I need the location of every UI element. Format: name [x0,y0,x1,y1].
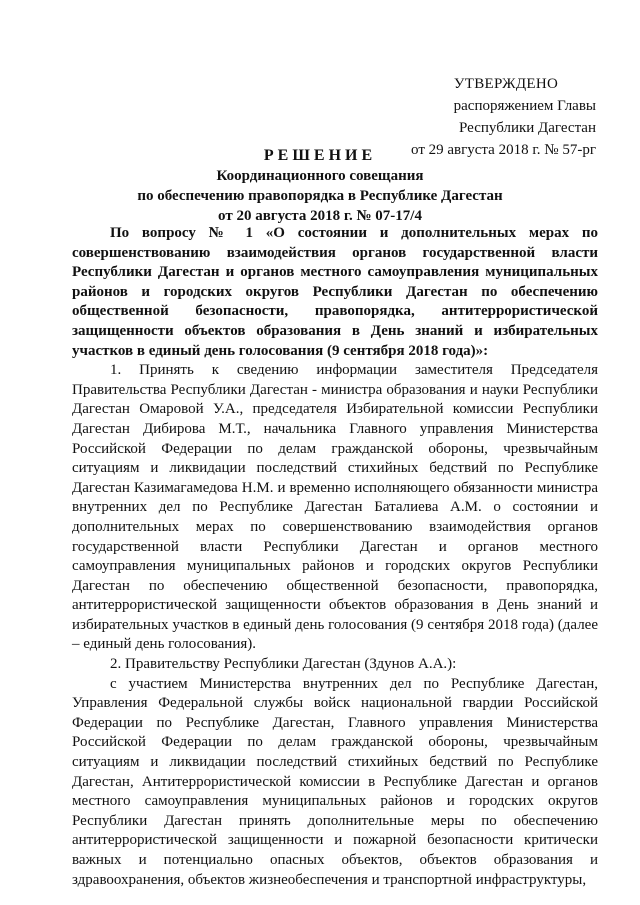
approval-line-3: от 29 августа 2018 г. № 57-рг [411,142,596,158]
heading-line-2: по обеспечению правопорядка в Республике Дагестан [137,188,503,204]
item-1-paragraph: 1. Принять к сведению информации заместителя Председателя Правительства Республики Дагестан - министра образования и науки Республики Дагестан Омаровой У.А., председателя Избирательной комиссии Республики Дагестан Дибирова М.Т., начальника Главного управления Министерства Российской Федерации по делам гражданской обороны, чрезвычайным ситуациям и ликвидации последствий стихийных бедствий по Республике Дагестан Казимагамедова Н.М. и временно исполняющего обязанности министра внутренних дел по Республике Дагестан Баталиева А.М. о состоянии и дополнительных мерах по совершенствованию взаимодействия органов государственной власти Республики Дагестан и органов местного самоуправления муниципальных районов и городских округов Республики Дагестан по обеспечению общественной безопасности, правопорядка, антитеррористической защищенности объектов образования в День знаний и избирательных участков в единый день голосования (9 сентября 2018 года) (далее – единый день голосования). [72,362,598,653]
document-body [72,224,598,890]
item-2-heading: 2. Правительству Республики Дагестан (Здунов А.А.): [110,656,457,673]
approval-line-1: распоряжением Главы [453,98,596,114]
heading-line-3: от 20 августа 2018 г. № 07-17/4 [218,208,422,224]
approval-title: УТВЕРЖДЕНО [453,76,559,92]
decision-heading [0,146,640,226]
question-intro: По вопросу № 1 «О состоянии и дополнительных мерах по совершенствованию взаимодействия органов государственной власти Республики Дагестан и органов местного самоуправления муниципальных районов и городских округов Республики Дагестан по обеспечению общественной безопасности, правопорядка, антитеррористической защищенности объектов образования в День знаний и избирательных участков в единый день голосования (9 сентября 2018 года)»: [72,225,598,359]
approval-line-2: Республики Дагестан [459,120,596,136]
item-2-paragraph: с участием Министерства внутренних дел по Республике Дагестан, Управления Федеральной службы войск национальной гвардии Российской Федерации по Республике Дагестан, Главного управления Министерства Российской Федерации по делам гражданской обороны, чрезвычайным ситуациям и ликвидации последствий стихийных бедствий по Республике Дагестан, Антитеррористической комиссии в Республике Дагестан и органов местного самоуправления муниципальных районов и городских округов Республики Дагестан принять дополнительные меры по обеспечению антитеррористической защищенности и пожарной безопасности критически важных и потенциально опасных объектов, объектов образования и здравоохранения, объектов жизнеобеспечения и транспортной инфраструктуры, [72,675,598,888]
decision-title: РЕШЕНИЕ [263,147,377,164]
heading-line-1: Координационного совещания [216,168,424,184]
